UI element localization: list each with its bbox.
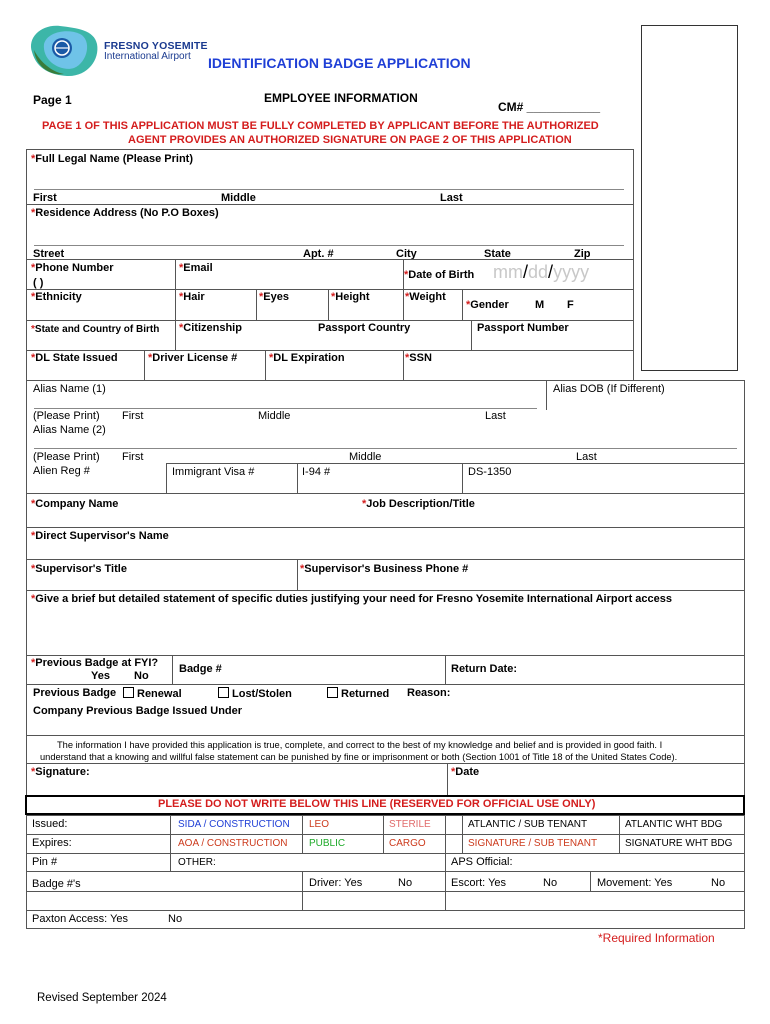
company-prev-badge-label: Company Previous Badge Issued Under bbox=[33, 705, 243, 717]
escort-no-option: No bbox=[543, 877, 558, 889]
atlantic-wht-bdg-option: ATLANTIC WHT BDG bbox=[625, 819, 723, 830]
renewal-checkbox[interactable]: Renewal bbox=[123, 687, 182, 700]
cargo-option: CARGO bbox=[389, 838, 426, 849]
alias-1-input-line[interactable] bbox=[34, 408, 537, 409]
sida-construction-option: SIDA / CONSTRUCTION bbox=[178, 819, 290, 830]
paxton-access-label: Paxton Access: Yes bbox=[32, 913, 129, 925]
phone-input[interactable]: ( ) bbox=[33, 277, 44, 289]
returned-checkbox[interactable]: Returned bbox=[327, 687, 389, 700]
gender-f-option[interactable]: F bbox=[567, 299, 574, 311]
prev-badge-no-option[interactable]: No bbox=[134, 670, 149, 682]
zip-label: Zip bbox=[574, 248, 591, 260]
previous-badge-label: Previous Badge bbox=[33, 687, 117, 699]
hair-label: *Hair bbox=[179, 291, 205, 303]
aps-official-label: APS Official: bbox=[451, 856, 513, 868]
notice-line-2: AGENT PROVIDES AN AUTHORIZED SIGNATURE ON PAGE 2 OF THIS APPLICATION bbox=[128, 134, 572, 146]
gender-label: *Gender bbox=[466, 299, 509, 311]
badge-numbers-label: Badge #'s bbox=[32, 878, 81, 890]
previous-badge-question: *Previous Badge at FYI? bbox=[31, 657, 159, 669]
certification-line-2: understand that a knowing and willful false statement can be punished by fine or imprisonment or both (Section 1001 of Title 18 of the United States Code). bbox=[40, 752, 678, 762]
residence-input-line[interactable] bbox=[34, 245, 624, 246]
expires-label: Expires: bbox=[32, 837, 72, 849]
alias-1-label: Alias Name (1) bbox=[33, 383, 106, 395]
citizenship-label: *Citizenship bbox=[179, 322, 242, 334]
alias-2-first-label: First bbox=[122, 451, 144, 463]
revision-date: Revised September 2024 bbox=[37, 992, 167, 1004]
leo-option: LEO bbox=[309, 819, 330, 830]
signature-sub-tenant-option: SIGNATURE / SUB TENANT bbox=[468, 838, 598, 849]
dl-state-label: *DL State Issued bbox=[31, 352, 118, 364]
alias-dob-label: Alias DOB (If Different) bbox=[553, 383, 665, 395]
page-number: Page 1 bbox=[33, 93, 72, 107]
last-name-label: Last bbox=[440, 192, 463, 204]
email-label: *Email bbox=[179, 262, 213, 274]
date-label: *Date bbox=[451, 766, 480, 778]
alias-2-middle-label: Middle bbox=[349, 451, 382, 463]
issued-label: Issued: bbox=[32, 818, 68, 830]
photo-box bbox=[641, 25, 738, 371]
i94-label: I-94 # bbox=[302, 466, 331, 478]
ds1350-label: DS-1350 bbox=[468, 466, 512, 478]
driver-no-option: No bbox=[398, 877, 413, 889]
logo-subtitle: International Airport bbox=[104, 51, 191, 62]
direct-supervisor-label: *Direct Supervisor's Name bbox=[31, 530, 169, 542]
public-option: PUBLIC bbox=[309, 838, 346, 849]
alias-1-middle-label: Middle bbox=[258, 410, 291, 422]
aoa-construction-option: AOA / CONSTRUCTION bbox=[178, 838, 288, 849]
pin-label: Pin # bbox=[32, 856, 58, 868]
state-label: State bbox=[484, 248, 511, 260]
dob-label: *Date of Birth bbox=[404, 269, 475, 281]
supervisor-phone-label: *Supervisor's Business Phone # bbox=[300, 563, 469, 575]
residence-label: *Residence Address (No P.O Boxes) bbox=[31, 207, 219, 219]
first-name-label: First bbox=[33, 192, 57, 204]
supervisor-title-label: *Supervisor's Title bbox=[31, 563, 127, 575]
official-use-banner-text: PLEASE DO NOT WRITE BELOW THIS LINE (RESERVED FOR OFFICIAL USE ONLY) bbox=[158, 798, 596, 810]
passport-number-label: Passport Number bbox=[477, 322, 569, 334]
city-label: City bbox=[396, 248, 417, 260]
alias-2-last-label: Last bbox=[576, 451, 597, 463]
movement-label: Movement: Yes bbox=[597, 877, 673, 889]
phone-label: *Phone Number bbox=[31, 262, 114, 274]
movement-no-option: No bbox=[711, 877, 726, 889]
dob-input[interactable]: mm/dd/yyyy bbox=[493, 262, 590, 282]
alias-1-last-label: Last bbox=[485, 410, 506, 422]
required-information-note: *Required Information bbox=[598, 931, 715, 945]
other-option: OTHER: bbox=[178, 857, 216, 868]
sterile-option: STERILE bbox=[389, 819, 431, 830]
cm-number: CM# ___________ bbox=[498, 100, 601, 114]
eyes-label: *Eyes bbox=[259, 291, 289, 303]
weight-label: *Weight bbox=[405, 291, 446, 303]
passport-country-label: Passport Country bbox=[318, 322, 411, 334]
alias-2-label: Alias Name (2) bbox=[33, 424, 106, 436]
section-title: EMPLOYEE INFORMATION bbox=[264, 91, 418, 105]
gender-m-option[interactable]: M bbox=[535, 299, 545, 311]
escort-label: Escort: Yes bbox=[451, 877, 507, 889]
street-label: Street bbox=[33, 248, 65, 260]
atlantic-sub-tenant-option: ATLANTIC / SUB TENANT bbox=[468, 819, 588, 830]
duties-input[interactable] bbox=[28, 608, 742, 654]
height-label: *Height bbox=[331, 291, 370, 303]
paxton-no-option: No bbox=[168, 913, 183, 925]
immigrant-visa-label: Immigrant Visa # bbox=[172, 466, 255, 478]
prev-badge-yes-option[interactable]: Yes bbox=[91, 670, 110, 682]
certification-line-1: The information I have provided this application is true, complete, and correct to the best of my knowledge and belief and is provided in good faith. I bbox=[57, 740, 663, 750]
alias-1-first-label: First bbox=[122, 410, 144, 422]
dl-expiration-label: *DL Expiration bbox=[269, 352, 345, 364]
signature-wht-bdg-option: SIGNATURE WHT BDG bbox=[625, 838, 733, 849]
form-title: IDENTIFICATION BADGE APPLICATION bbox=[208, 55, 471, 71]
duties-label: *Give a brief but detailed statement of specific duties justifying your need for Fresno Yosemite International Airport access bbox=[31, 593, 673, 605]
full-name-label: *Full Legal Name (Please Print) bbox=[31, 153, 193, 165]
alien-reg-label: Alien Reg # bbox=[33, 465, 90, 477]
job-description-label: *Job Description/Title bbox=[362, 498, 475, 510]
badge-number-label: Badge # bbox=[179, 663, 222, 675]
return-date-label: Return Date: bbox=[451, 663, 518, 675]
state-country-birth-label: *State and Country of Birth bbox=[31, 324, 160, 335]
notice-line-1: PAGE 1 OF THIS APPLICATION MUST BE FULLY COMPLETED BY APPLICANT BEFORE THE AUTHORIZED bbox=[42, 120, 599, 132]
airport-logo-icon bbox=[22, 22, 102, 80]
alias-2-input-line[interactable] bbox=[34, 448, 737, 449]
middle-name-label: Middle bbox=[221, 192, 256, 204]
apt-label: Apt. # bbox=[303, 248, 334, 260]
company-name-label: *Company Name bbox=[31, 498, 119, 510]
logo-name: FRESNO YOSEMITE bbox=[104, 40, 208, 52]
lost-stolen-checkbox[interactable]: Lost/Stolen bbox=[218, 687, 292, 700]
ethnicity-label: *Ethnicity bbox=[31, 291, 82, 303]
driver-label: Driver: Yes bbox=[309, 877, 363, 889]
reason-label: Reason: bbox=[407, 687, 451, 699]
driver-license-label: *Driver License # bbox=[148, 352, 238, 364]
please-print-label-2: (Please Print) bbox=[33, 451, 100, 463]
signature-label: *Signature: bbox=[31, 766, 90, 778]
ssn-label: *SSN bbox=[405, 352, 432, 364]
please-print-label-1: (Please Print) bbox=[33, 410, 100, 422]
full-name-input-line[interactable] bbox=[34, 189, 624, 190]
